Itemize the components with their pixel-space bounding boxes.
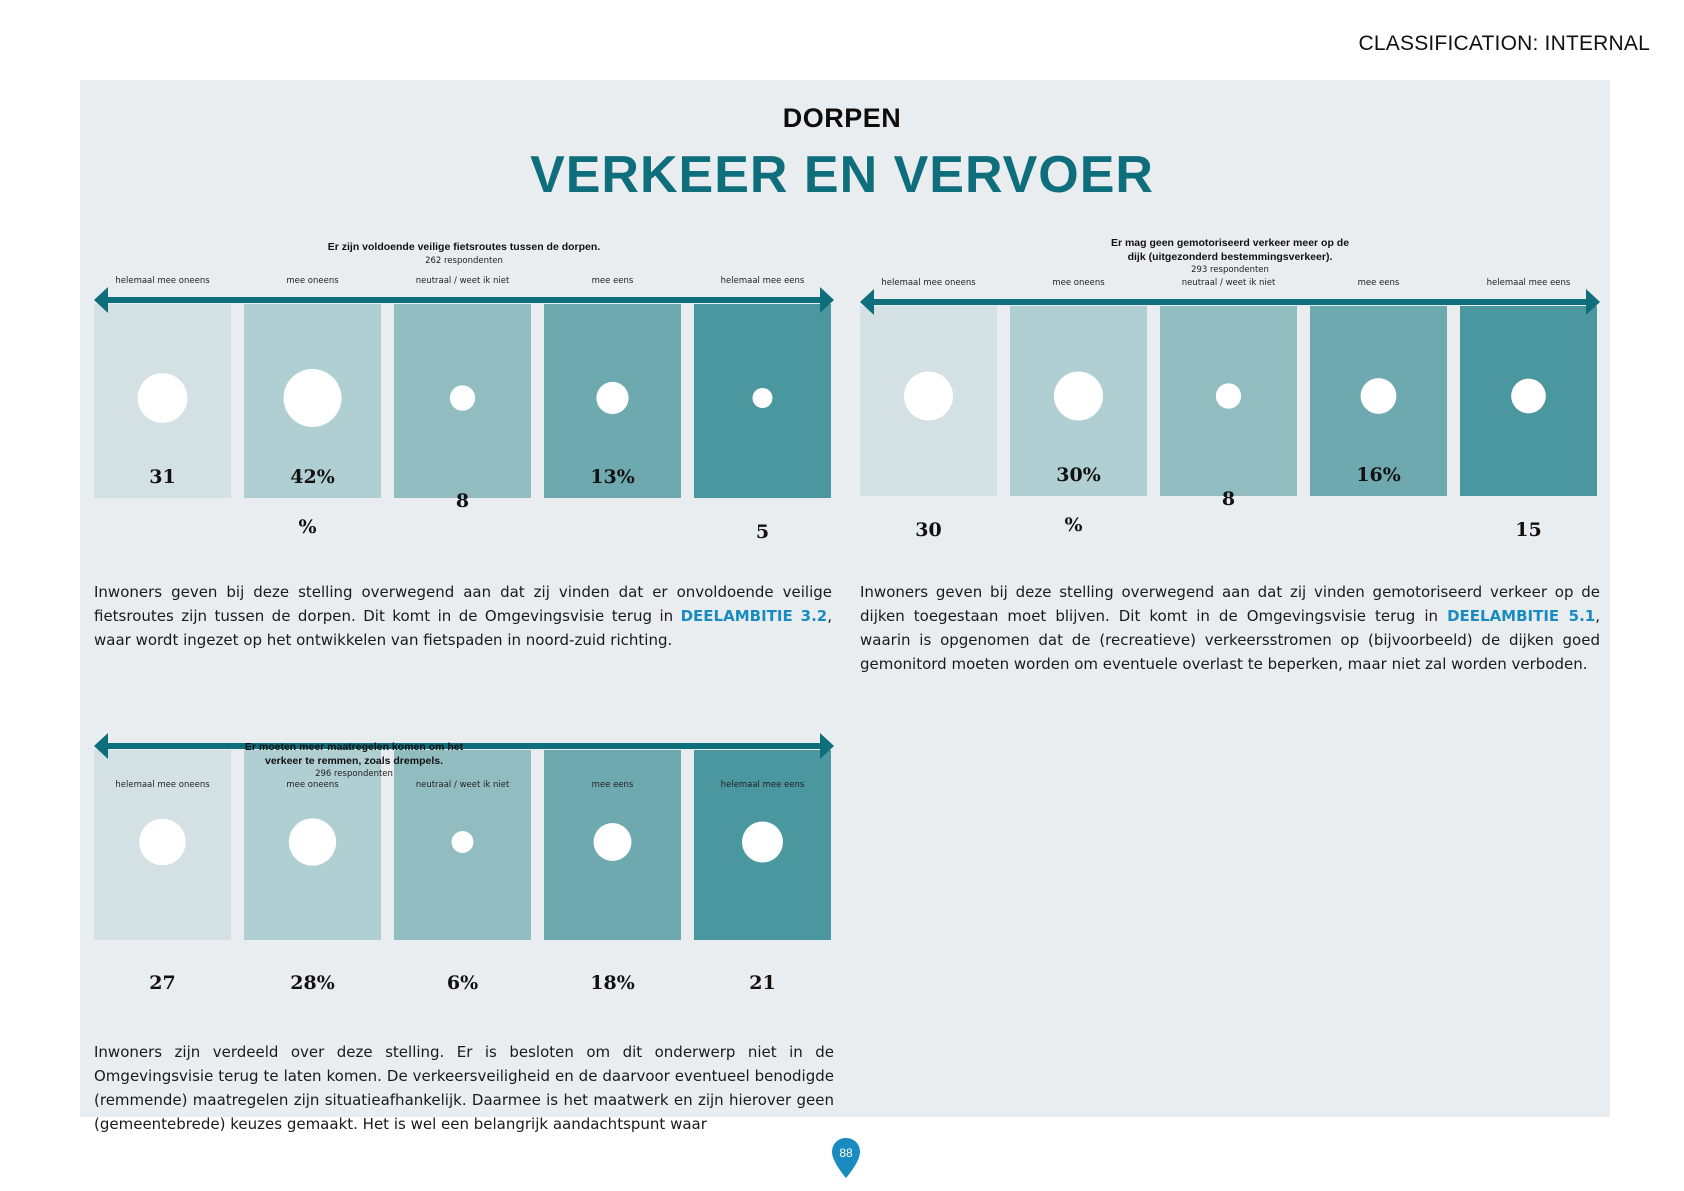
- category-label: helemaal mee oneens: [115, 780, 210, 790]
- value-bubble-5: [1511, 379, 1546, 414]
- deelambitie-5-1-link[interactable]: DEELAMBITIE 5.1: [1447, 607, 1596, 625]
- paragraph-verkeer-remmen: Inwoners zijn verdeeld over deze stelling. Er is besloten om dit onderwerp niet in de Omgevingsvisie terug te laten komen. De verkeersveiligheid en de daarvoor eventueel benodigde (remmende) maatregelen zijn situatieafhankelijk. Daarmee is het maatwerk en zijn hierover geen (gemeentebrede) keuzes gemaakt. Het is wel een belangrijk aandachtspunt waar: [94, 1043, 834, 1133]
- chart-plot: [860, 236, 1600, 506]
- value-label: 13%: [590, 466, 635, 488]
- value-label: 8: [455, 490, 470, 512]
- value-bubble-1: [139, 819, 186, 866]
- category-label: mee oneens: [1052, 278, 1105, 288]
- value-bubble-2: [289, 818, 336, 865]
- value-label: 30: [915, 519, 942, 541]
- category-label: mee eens: [591, 780, 634, 790]
- category-label: neutraal / weet ik niet: [415, 780, 510, 790]
- value-bubble-2: [284, 369, 342, 427]
- category-label: helemaal mee eens: [720, 780, 805, 790]
- value-bubble-4: [1361, 378, 1397, 414]
- chart-title-line-1: Er mag geen gemotoriseerd verkeer meer op de: [1110, 237, 1350, 249]
- chart-respondents: 296 respondenten: [315, 769, 393, 779]
- chart-title: Er zijn voldoende veilige fietsroutes tussen de dorpen.: [327, 241, 601, 253]
- value-bubble-3: [450, 385, 475, 410]
- chart-title-line-1: Er moeten meer maatregelen komen om het: [244, 741, 464, 753]
- value-bubble-4: [594, 823, 632, 861]
- paragraph-text: Inwoners geven bij deze stelling overwegend aan dat zij vinden dat er onvoldoende veilige fietsroutes zijn tussen de dorpen. Dit komt in de Omgevingsvisie terug in: [94, 583, 832, 625]
- chart-fietsroutes: [94, 238, 834, 548]
- paragraph-text: , waar wordt ingezet op het ontwikkelen van fietspaden in noord-zuid richting.: [94, 607, 832, 649]
- page-title: VERKEER EN VERVOER: [530, 146, 1154, 204]
- value-label: 16%: [1356, 464, 1401, 486]
- scale-arrow-line: [870, 299, 1590, 305]
- paragraph-text: , waarin is opgenomen dat de (recreatieve) verkeersstromen op (bijvoorbeeld) de dijken goed gemonitord moeten worden om eventuele overlast te beperken, maar niet zal worden verboden.: [860, 607, 1601, 673]
- value-label-suffix: %: [298, 516, 317, 538]
- value-bubble-3: [452, 831, 474, 853]
- value-label: 8: [1221, 488, 1236, 510]
- value-label: 28%: [290, 972, 335, 994]
- value-label: 31: [149, 466, 176, 488]
- value-bubble-1: [138, 373, 188, 423]
- value-label: 42%: [290, 466, 335, 488]
- deelambitie-3-2-link[interactable]: DEELAMBITIE 3.2: [680, 607, 828, 625]
- page-number: 88: [839, 1146, 853, 1160]
- category-label: neutraal / weet ik niet: [415, 276, 510, 286]
- chart-verkeer-remmen: [94, 736, 834, 996]
- value-label: 6%: [446, 972, 479, 994]
- value-label: 21: [749, 972, 776, 994]
- category-label: neutraal / weet ik niet: [1181, 278, 1276, 288]
- scale-arrow-line: [104, 297, 824, 303]
- value-bubble-3: [1216, 383, 1241, 408]
- value-bubble-5: [752, 388, 772, 408]
- chart-title-line-2: dijk (uitgezonderd bestemmingsverkeer).: [1127, 251, 1333, 263]
- paragraph-text: Inwoners geven bij deze stelling overwegend aan dat zij vinden gemotoriseerd verkeer op de dijken toegestaan moet blijven. Dit komt in de Omgevingsvisie terug in: [860, 583, 1600, 625]
- category-label: mee eens: [1357, 278, 1400, 288]
- section-kicker: DORPEN: [782, 103, 902, 133]
- chart-respondents: 293 respondenten: [1191, 265, 1269, 275]
- category-label: mee eens: [591, 276, 634, 286]
- paragraph-dijk-verkeer: [860, 580, 1600, 676]
- value-label-suffix: %: [1064, 514, 1083, 536]
- value-bubble-5: [742, 821, 783, 862]
- chart-respondents: 262 respondenten: [425, 256, 503, 266]
- value-label: 5: [755, 521, 770, 543]
- value-label: 27: [149, 972, 176, 994]
- classification-label: CLASSIFICATION: INTERNAL: [1358, 32, 1650, 55]
- category-label: helemaal mee eens: [1486, 278, 1571, 288]
- category-label: helemaal mee oneens: [881, 278, 976, 288]
- category-label: helemaal mee oneens: [115, 276, 210, 286]
- value-label: 18%: [590, 972, 635, 994]
- value-label: 30%: [1056, 464, 1101, 486]
- category-label: mee oneens: [286, 780, 339, 790]
- value-bubble-2: [1054, 371, 1103, 420]
- paragraph-fietsroutes: [94, 580, 832, 652]
- value-bubble-1: [904, 371, 953, 420]
- chart-title: [860, 236, 1600, 264]
- value-label: 15: [1515, 519, 1542, 541]
- chart-dijk-verkeer: [860, 236, 1600, 546]
- category-label: helemaal mee eens: [720, 276, 805, 286]
- value-bubble-4: [596, 382, 628, 414]
- category-label: mee oneens: [286, 276, 339, 286]
- chart-title-line-2: verkeer te remmen, zoals drempels.: [264, 755, 443, 767]
- chart-title: [0, 740, 724, 768]
